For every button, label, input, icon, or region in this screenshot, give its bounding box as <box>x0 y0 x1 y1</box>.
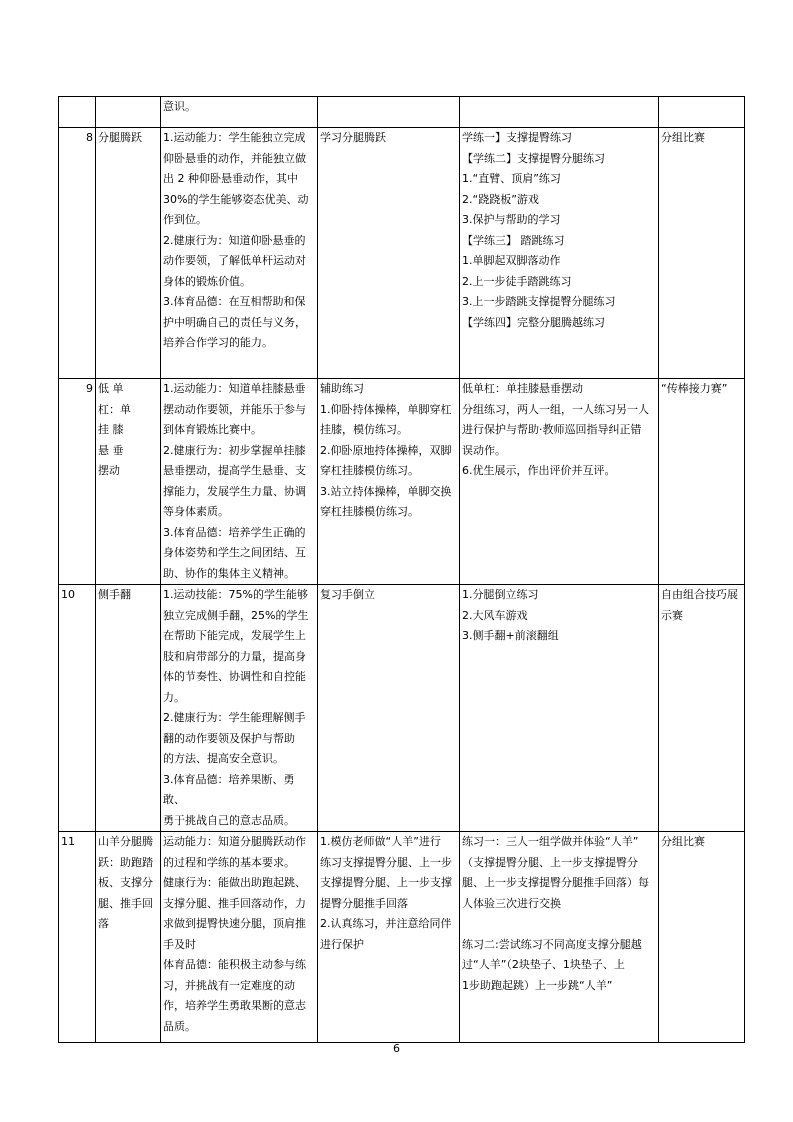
cell-num <box>59 97 96 128</box>
goals-line: 肢和肩带部分的力量，提高身 <box>163 649 306 663</box>
goals-line: 独立完成侧手翻，25%的学生 <box>163 608 309 622</box>
goals-line: 1.运动能力：知道单挂膝悬垂 <box>163 382 306 395</box>
table-row <box>59 379 745 585</box>
methods-line: 【学练四】完整分腿腾越练习 <box>462 315 605 329</box>
goals-line: 2.健康行为：知道仰卧悬垂的 <box>163 233 306 247</box>
cell-num: 11 <box>59 832 96 1043</box>
name-line: 低 单 <box>98 382 124 395</box>
cell-content <box>318 379 460 585</box>
goals-line: 2.健康行为：学生能理解侧手 <box>163 711 306 724</box>
methods-line: 练习一：三人一组学做并体验“人羊” <box>462 835 639 848</box>
content-line: 支撑提臀分腿、上一步支撑 <box>320 876 452 889</box>
game-line: “传棒接力赛” <box>661 382 728 395</box>
goals-line: 翻的动作要领及保护与帮助 <box>163 731 295 745</box>
table-row <box>59 128 745 379</box>
cell-goals <box>161 97 318 128</box>
cell-goals <box>161 379 318 585</box>
goals-line: 摆动动作要领，并能乐于参与 <box>163 402 306 416</box>
content-line: 穿杠挂膝模仿练习。 <box>320 464 419 477</box>
cell-name <box>96 832 161 1043</box>
name-line: 板、支撑分 <box>98 876 153 889</box>
name-line: 腿、推手回 <box>98 896 153 910</box>
methods-line: 腿、上一步支撑提臀分腿推手回落）每 <box>462 876 649 889</box>
cell-methods <box>460 832 659 1043</box>
cell-content <box>318 97 460 128</box>
goals-line: 等身体素质。 <box>163 505 229 518</box>
cell-num: 9 <box>59 379 96 585</box>
content-line: 2.仰卧原地持体操棒，双脚 <box>320 443 452 457</box>
methods-line: 学练一】支撑提臀练习 <box>462 131 572 144</box>
methods-line: 【学练三】 踏跳练习 <box>462 233 565 247</box>
goals-line: 3.体育品德：培养学生正确的 <box>163 525 306 539</box>
methods-line: 1.单脚起双脚落动作 <box>462 254 561 267</box>
goals-line: 30%的学生能够姿态优美、动 <box>163 192 309 206</box>
methods-line: 练习二:尝试练习不同高度支撑分腿越 <box>462 937 642 951</box>
goals-line: 的过程和学练的基本要求。 <box>163 855 295 869</box>
goals-line: 出 2 种仰卧悬垂动作，其中 <box>163 172 298 185</box>
goals-line: 作到位。 <box>163 213 207 226</box>
cell-num: 8 <box>59 128 96 379</box>
content-line: 3.站立持体操棒，单脚交换 <box>320 484 452 498</box>
cell-goals <box>161 128 318 379</box>
name-line: 挂 膝 <box>98 423 124 436</box>
game-line: 分组比赛 <box>661 835 705 848</box>
methods-line: 进行保护与帮助·教师巡回指导纠正错 <box>462 423 642 436</box>
cell-name <box>96 379 161 585</box>
name-line: 杠：单 <box>98 402 131 416</box>
goals-line: 意识。 <box>163 100 196 113</box>
content-line: 2.认真练习，并注意给同伴 <box>320 917 452 930</box>
goals-line: 运动能力：知道分腿腾跃动作 <box>163 835 306 848</box>
goals-line: 习，并挑战有一定难度的动 <box>163 978 295 992</box>
cell-methods <box>460 379 659 585</box>
methods-line: 人体验三次进行交换 <box>462 896 561 910</box>
goals-line: 培养合作学习的能力。 <box>163 336 273 349</box>
content-line: 穿杠挂膝模仿练习。 <box>320 505 419 518</box>
methods-line: 3.保护与帮助的学习 <box>462 213 561 226</box>
goals-line: 支撑分腿、推手回落动作，力 <box>163 896 306 910</box>
goals-line: 2.健康行为：初步掌握单挂膝 <box>163 443 306 457</box>
goals-line: 动作要领，了解低单杆运动对 <box>163 254 306 267</box>
game-line: 分组比赛 <box>661 131 705 144</box>
goals-line: 3.体育品德：在互相帮助和保 <box>163 295 306 308</box>
goals-line: 助、协作的集体主义精神。 <box>163 566 295 580</box>
game-line: 自由组合技巧展 <box>661 588 738 601</box>
methods-line: （支撑提臀分腿、上一步支撑提臀分 <box>462 855 638 869</box>
content-line: 挂膝，模仿练习。 <box>320 423 408 436</box>
content-line: 复习手倒立 <box>320 588 375 601</box>
game-line: 示赛 <box>661 608 683 622</box>
name-line: 山羊分腿腾 <box>98 835 153 848</box>
cell-name <box>96 128 161 379</box>
goals-line: 体的节奏性、协调性和自控能 <box>163 670 306 683</box>
cell-content <box>318 128 460 379</box>
methods-line <box>462 914 656 935</box>
cell-content <box>318 832 460 1043</box>
goals-line: 仰卧悬垂的动作，并能独立做 <box>163 151 306 165</box>
name-line: 侧手翻 <box>98 588 131 601</box>
cell-methods <box>460 585 659 832</box>
cell-name <box>96 585 161 832</box>
content-line: 提臀分腿推手回落 <box>320 896 408 910</box>
goals-line: 勇于挑战自己的意志品质。 <box>163 813 295 827</box>
methods-line: 1.“直臂、顶肩”练习 <box>462 172 561 185</box>
page-number: 6 <box>393 1042 400 1055</box>
cell-goals <box>161 585 318 832</box>
cell-game <box>659 832 745 1043</box>
goals-line: 1.运动能力：学生能独立完成 <box>163 131 306 144</box>
cell-game <box>659 585 745 832</box>
methods-line: 2.上一步徒手踏跳练习 <box>462 274 572 288</box>
cell-num: 10 <box>59 585 96 832</box>
goals-line: 1.运动技能：75%的学生能够 <box>163 588 308 601</box>
cell-methods <box>460 128 659 379</box>
goals-line: 到体育锻炼比赛中。 <box>163 423 262 436</box>
methods-line: 3.上一步踏跳支撑提臀分腿练习 <box>462 295 616 308</box>
goals-line: 护中明确自己的责任与义务， <box>163 315 306 329</box>
goals-line: 3.体育品德：培养果断、勇敢、 <box>163 772 295 806</box>
name-line: 摆动 <box>98 464 120 477</box>
content-line: 进行保护 <box>320 937 364 951</box>
cell-goals <box>161 832 318 1043</box>
methods-line: 1.分腿倒立练习 <box>462 588 539 601</box>
goals-line: 身体的锻炼价值。 <box>163 274 251 288</box>
content-line: 练习支撑提臀分腿、上一步 <box>320 855 452 869</box>
cell-game <box>659 379 745 585</box>
lesson-plan-table <box>58 96 745 1043</box>
table-row <box>59 585 745 832</box>
methods-line: 6.优生展示，作出评价并互评。 <box>462 464 616 477</box>
methods-line: 低单杠：单挂膝悬垂摆动 <box>462 382 583 395</box>
content-line: 1.仰卧持体操棒，单脚穿杠 <box>320 402 452 416</box>
goals-line: 在帮助下能完成，发展学生上 <box>163 629 306 642</box>
goals-line: 手及时 <box>163 937 196 951</box>
methods-line: 过“人羊”（2块垫子、1块垫子、上 <box>462 958 625 971</box>
cell-game <box>659 97 745 128</box>
table-row <box>59 97 745 128</box>
cell-methods <box>460 97 659 128</box>
content-line: 学习分腿腾跃 <box>320 131 386 144</box>
name-line: 悬 垂 <box>98 443 124 457</box>
table-row <box>59 832 745 1043</box>
name-line: 跃：助跑踏 <box>98 855 153 869</box>
goals-line: 身体姿势和学生之间团结、互 <box>163 546 306 559</box>
methods-line: 误动作。 <box>462 443 506 457</box>
methods-line: 2.大风车游戏 <box>462 608 528 622</box>
name-line: 分腿腾跃 <box>98 131 142 144</box>
goals-line: 求做到提臀快速分腿，顶肩推 <box>163 917 306 930</box>
goals-line: 健康行为：能做出助跑起跳、 <box>163 876 306 889</box>
cell-name <box>96 97 161 128</box>
goals-line: 作，培养学生勇敢果断的意志 <box>163 999 306 1012</box>
cell-content <box>318 585 460 832</box>
methods-line: 1步助跑起跳）上一步跳“人羊” <box>462 978 613 992</box>
methods-line: 【学练二】支撑提臀分腿练习 <box>462 151 605 165</box>
methods-line: 分组练习，两人一组，一人练习另一人 <box>462 402 649 416</box>
methods-line: 3.侧手翻+前滚翻组 <box>462 629 559 642</box>
goals-line: 体育品德：能积极主动参与练 <box>163 958 306 971</box>
goals-line: 力。 <box>163 690 185 704</box>
goals-line: 的方法、提高安全意识。 <box>163 752 284 765</box>
goals-line: 悬垂摆动，提高学生悬垂、支 <box>163 464 306 477</box>
goals-line: 撑能力，发展学生力量、协调 <box>163 484 306 498</box>
goals-line: 品质。 <box>163 1019 196 1033</box>
cell-game <box>659 128 745 379</box>
content-line: 1.模仿老师做“人羊”进行 <box>320 835 441 848</box>
name-line: 落 <box>98 917 109 930</box>
content-line: 辅助练习 <box>320 382 364 395</box>
methods-line: 2.“跷跷板”游戏 <box>462 192 539 206</box>
